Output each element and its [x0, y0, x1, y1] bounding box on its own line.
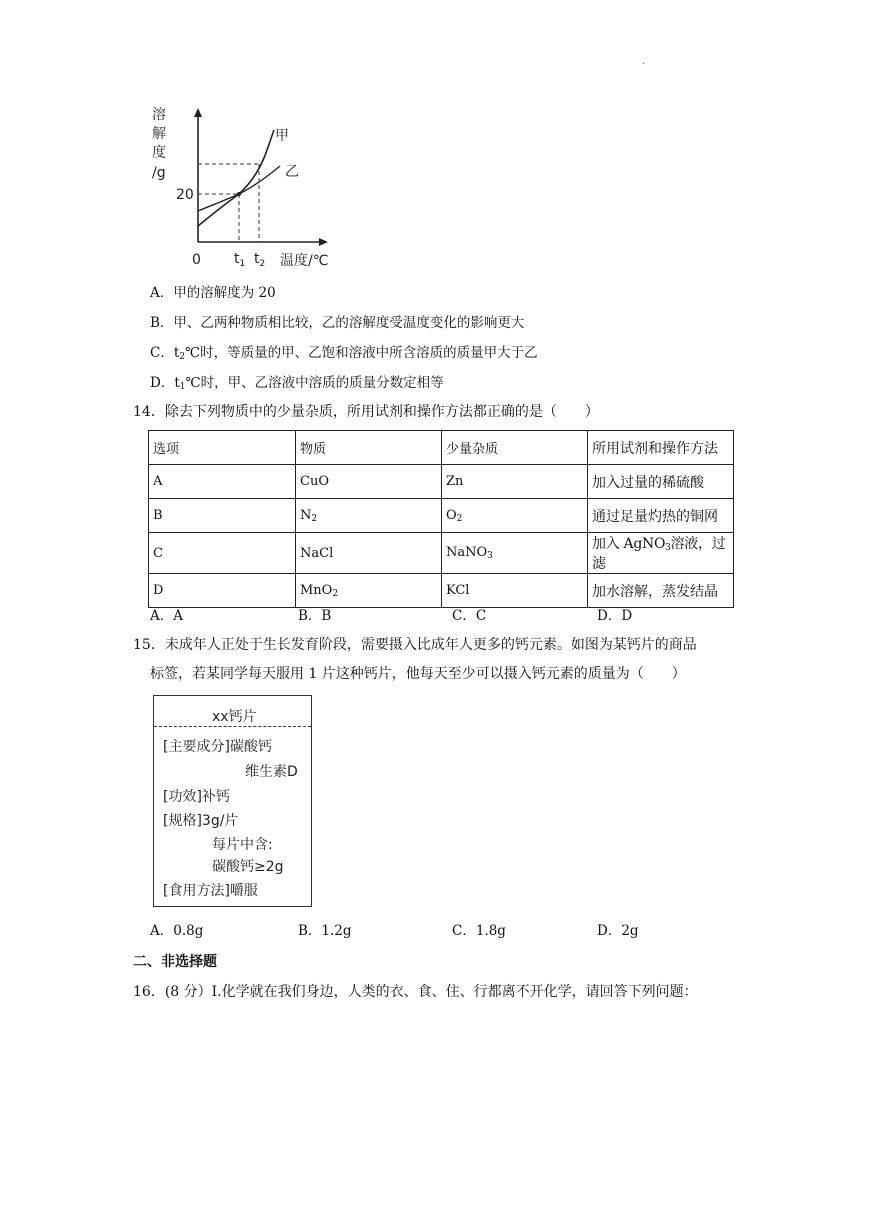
q16-stem: 16．(8 分）Ⅰ.化学就在我们身边，人类的衣、食、住、行都离不开化学，请回答下列问题：	[133, 984, 698, 1000]
table-cell: 加水溶解，蒸发结晶	[588, 574, 734, 608]
x-axis-label: 温度/℃	[280, 253, 329, 269]
table-cell: CuO	[296, 465, 442, 499]
label-spec: [规格]3g/片	[163, 813, 239, 829]
table-cell: A	[149, 465, 296, 499]
table-cell: 加入 AgNO$_3$溶液，过滤	[588, 533, 734, 574]
y-tick-20: 20	[176, 187, 194, 203]
table-row	[149, 499, 734, 533]
label-effect: [功效]补钙	[163, 789, 230, 805]
label-caco3: 碳酸钙≥2g	[212, 859, 284, 875]
q15-choice-a: A．0.8g	[150, 923, 204, 939]
table-cell: KCl	[442, 574, 588, 608]
table-header: 少量杂质	[442, 431, 588, 465]
y-label-2: 解	[152, 126, 166, 142]
table-cell: B	[149, 499, 296, 533]
y-label-4: /g	[152, 165, 166, 181]
q14-choice-d: D．D	[597, 608, 633, 624]
y-label-1: 溶	[152, 107, 166, 123]
page-dot: .	[642, 56, 646, 67]
table-cell: MnO$_2$	[296, 574, 442, 608]
calcium-tablet-label	[153, 695, 312, 907]
q14-choice-c: C．C	[452, 608, 487, 624]
q15-choice-c: C．1.8g	[452, 923, 506, 939]
curve-jia	[198, 130, 274, 226]
table-cell: Zn	[442, 465, 588, 499]
table-cell: D	[149, 574, 296, 608]
q13-option-b: B．甲、乙两种物质相比较，乙的溶解度受温度变化的影响更大	[150, 315, 525, 331]
q15-choice-b: B．1.2g	[298, 923, 352, 939]
table-cell: $N_2$	[296, 499, 442, 533]
table-row	[149, 533, 734, 574]
table-cell: NaCl	[296, 533, 442, 574]
solubility-graph	[140, 100, 350, 275]
table-cell: 通过足量灼热的铜网	[588, 499, 734, 533]
origin-label: 0	[192, 252, 201, 268]
table-header: 所用试剂和操作方法	[588, 431, 734, 465]
table-cell: NaNO$_3$	[442, 533, 588, 574]
table-header: 物质	[296, 431, 442, 465]
table-header: 选项	[149, 431, 296, 465]
label-jia: 甲	[275, 128, 289, 144]
y-axis-arrow	[194, 108, 202, 117]
table-cell: $O_2$	[442, 499, 588, 533]
table-header-row	[149, 431, 734, 465]
label-vitamin: 维生素D	[245, 764, 298, 780]
q13-option-c: C．$t_2℃$时，等质量的甲、乙饱和溶液中所含溶质的质量甲大于乙	[150, 345, 538, 362]
section-heading: 二、非选择题	[133, 954, 217, 970]
table-row	[149, 465, 734, 499]
label-divider	[154, 726, 311, 727]
label-yi: 乙	[285, 164, 299, 180]
q15-choice-d: D．2g	[597, 923, 639, 939]
y-label-3: 度	[152, 145, 166, 161]
x-axis-arrow	[319, 238, 328, 246]
label-usage: [食用方法]嚼服	[163, 883, 258, 899]
x-tick-t1: $t_1$	[234, 251, 246, 269]
table-row	[149, 574, 734, 608]
intersection-point	[237, 192, 241, 196]
x-tick-t2: $t_2$	[254, 251, 266, 269]
q15-stem-line1: 15．未成年人正处于生长发育阶段，需要摄入比成年人更多的钙元素。如图为某钙片的商品	[133, 637, 697, 653]
q13-option-d: D．$t_1℃$时，甲、乙溶液中溶质的质量分数定相等	[150, 375, 444, 392]
table-cell: 加入过量的稀硫酸	[588, 465, 734, 499]
label-per-tablet: 每片中含:	[212, 837, 273, 853]
label-ingredients: [主要成分]碳酸钙	[163, 739, 272, 755]
q14-table	[148, 430, 734, 608]
table-cell: C	[149, 533, 296, 574]
q15-stem-line2: 标签，若某同学每天服用 1 片这种钙片，他每天至少可以摄入钙元素的质量为（ ）	[150, 666, 686, 682]
q13-option-a: A．甲的溶解度为 20	[150, 285, 276, 301]
label-title: xx钙片	[212, 709, 257, 725]
q14-choice-b: B．B	[298, 608, 332, 624]
q14-stem: 14．除去下列物质中的少量杂质，所用试剂和操作方法都正确的是（ ）	[133, 404, 599, 420]
q14-choice-a: A．A	[150, 608, 183, 624]
